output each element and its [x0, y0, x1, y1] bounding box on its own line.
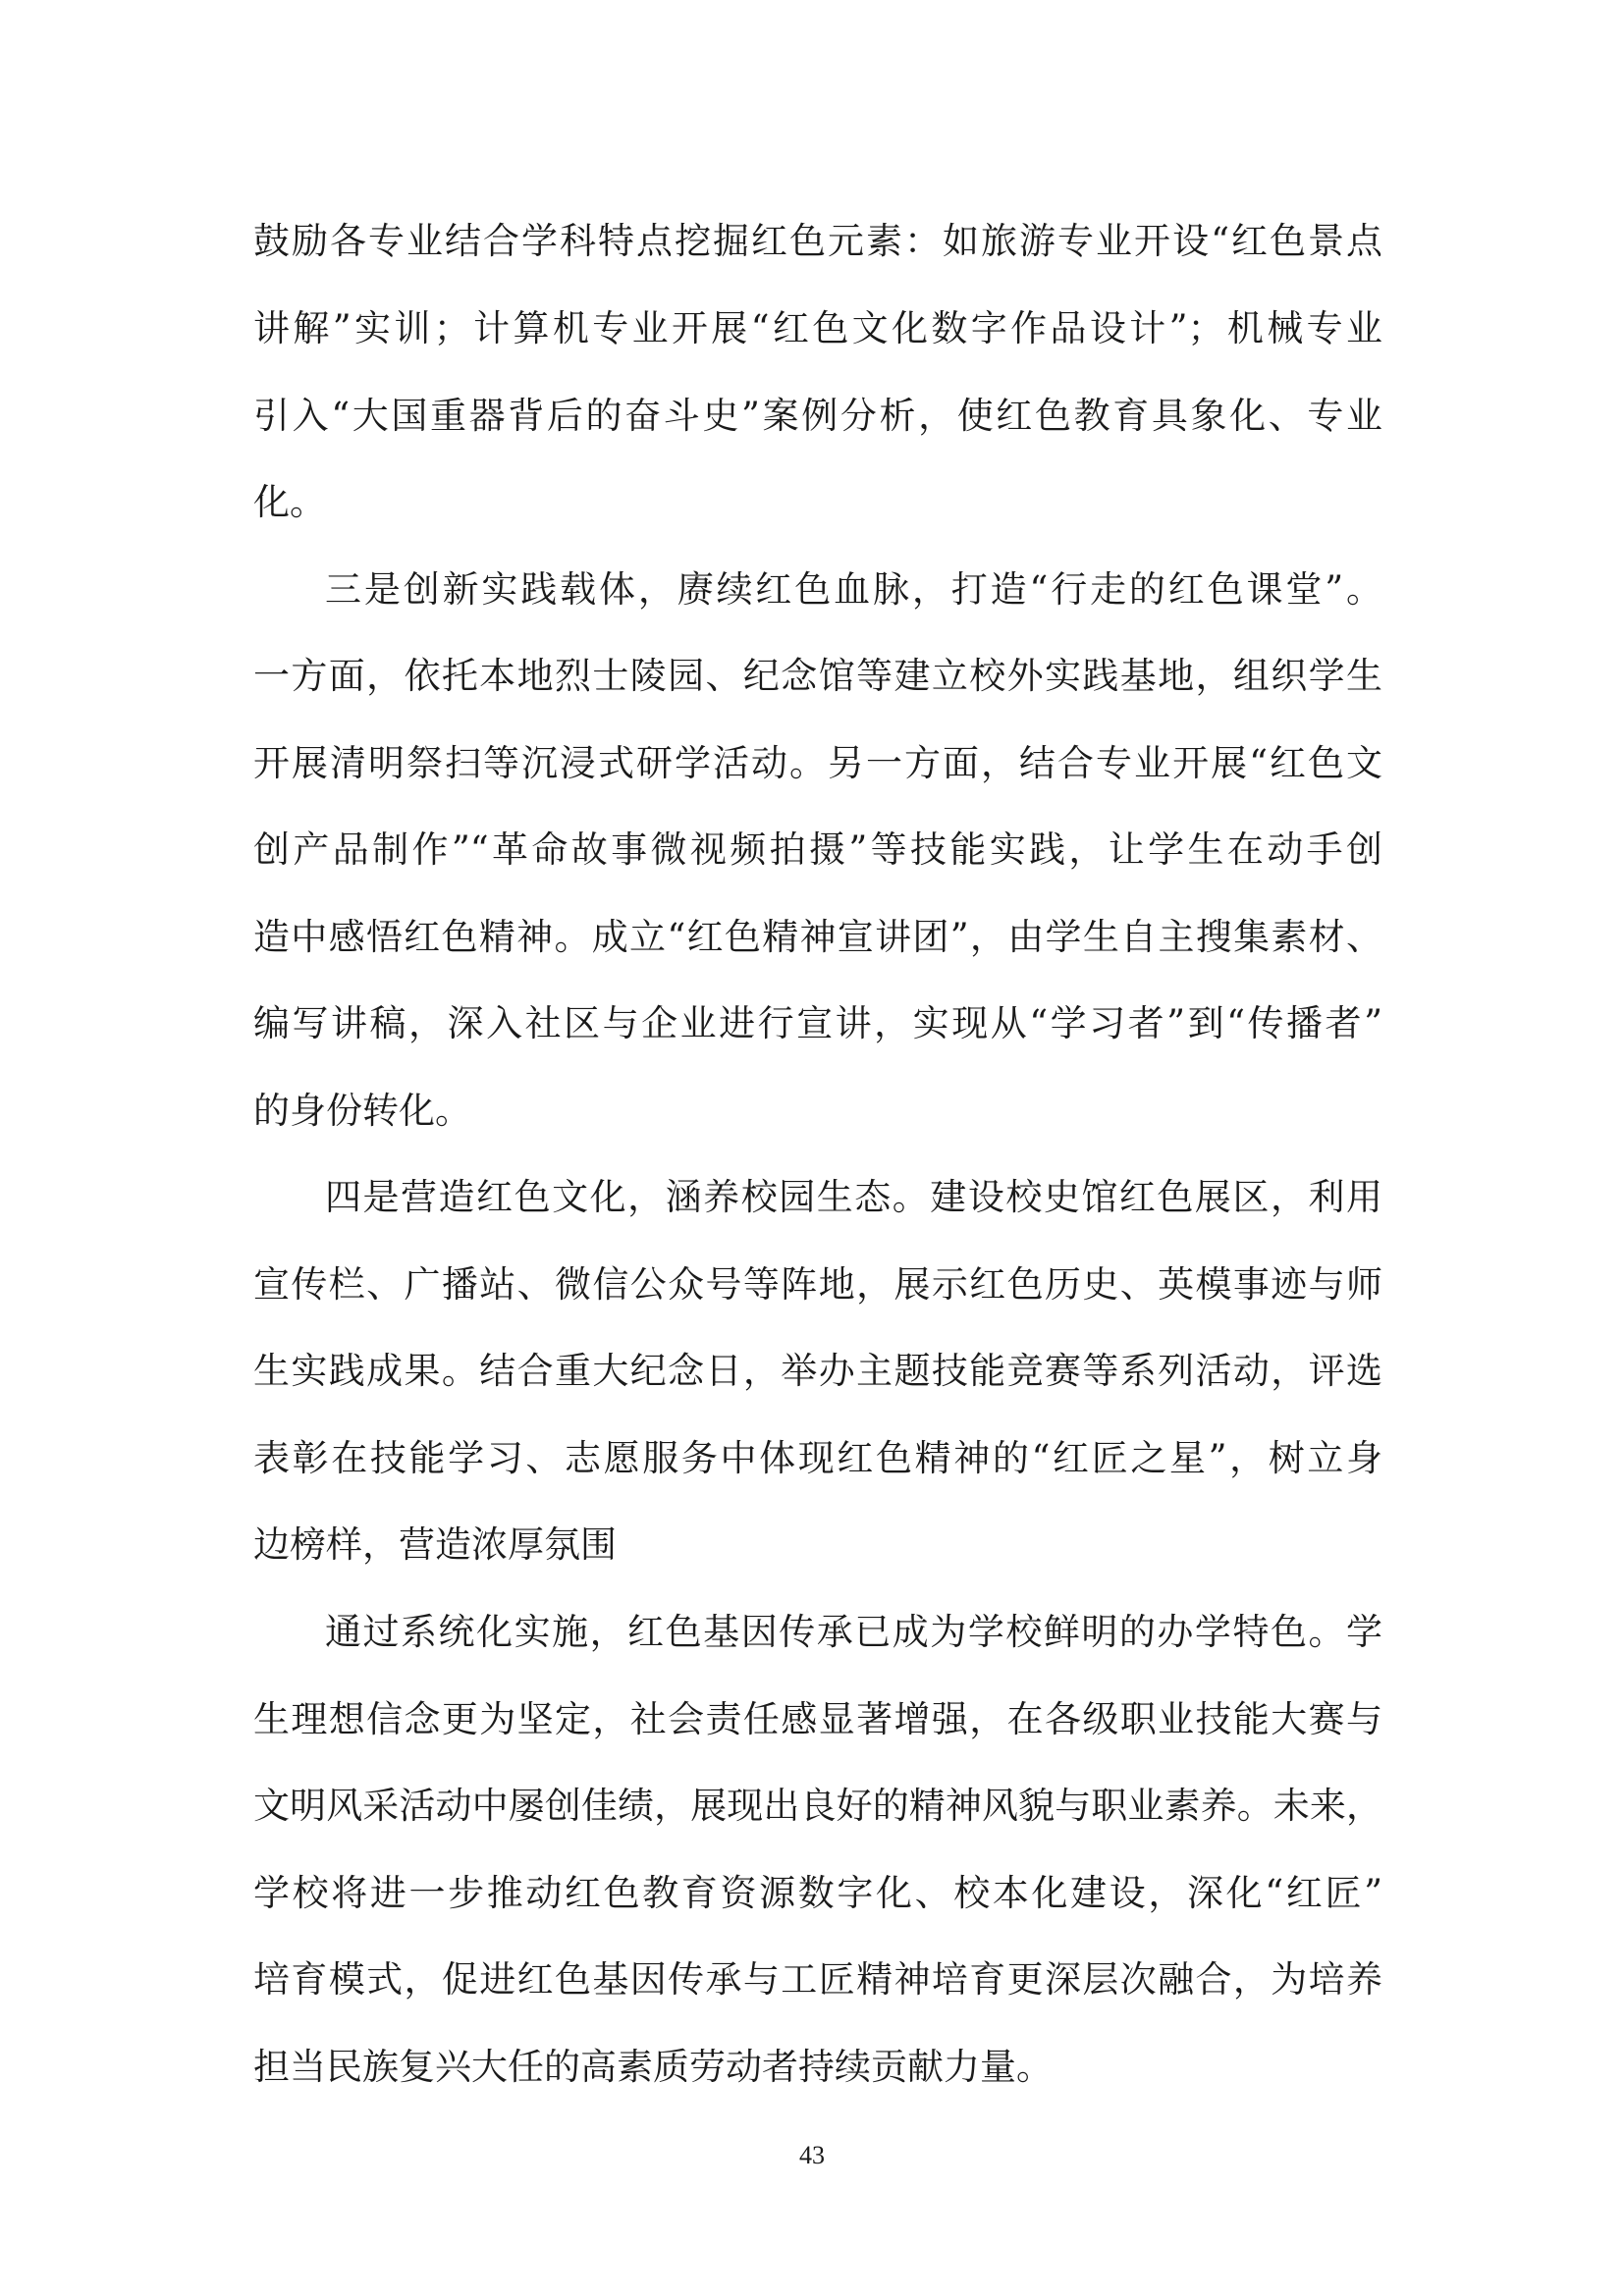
paragraph-4-line-1: 通过系统化实施，红色基因传承已成为学校鲜明的办学特色。学 [325, 1611, 1382, 1653]
paragraph-1-line-2: 讲解”实训；计算机专业开展“红色文化数字作品设计”；机械专业 [253, 307, 1382, 349]
page-number: 43 [799, 2141, 825, 2169]
paragraph-3-line-3: 生实践成果。结合重大纪念日，举办主题技能竞赛等系列活动，评选 [253, 1350, 1382, 1392]
paragraph-4-line-4: 学校将进一步推动红色教育资源数字化、校本化建设，深化“红匠” [253, 1872, 1382, 1914]
paragraph-4-line-5: 培育模式，促进红色基因传承与工匠精神培育更深层次融合，为培养 [253, 1958, 1382, 2001]
paragraph-2-line-7: 的身份转化。 [253, 1090, 471, 1132]
paragraph-3-line-5: 边榜样，营造浓厚氛围 [253, 1523, 617, 1566]
paragraph-2-line-5: 造中感悟红色精神。成立“红色精神宣讲团”，由学生自主搜集素材、 [253, 916, 1382, 958]
paragraph-3-line-4: 表彰在技能学习、志愿服务中体现红色精神的“红匠之星”，树立身 [253, 1437, 1382, 1479]
paragraph-2-line-4: 创产品制作”“革命故事微视频拍摄”等技能实践，让学生在动手创 [253, 828, 1382, 871]
paragraph-4-line-2: 生理想信念更为坚定，社会责任感显著增强，在各级职业技能大赛与 [253, 1698, 1382, 1740]
paragraph-2-line-2: 一方面，依托本地烈士陵园、纪念馆等建立校外实践基地，组织学生 [253, 655, 1382, 697]
paragraph-1-line-1: 鼓励各专业结合学科特点挖掘红色元素：如旅游专业开设“红色景点 [253, 220, 1382, 262]
paragraph-4-line-6: 担当民族复兴大任的高素质劳动者持续贡献力量。 [253, 2046, 1053, 2088]
paragraph-1-line-3: 引入“大国重器背后的奋斗史”案例分析，使红色教育具象化、专业 [253, 395, 1382, 437]
paragraph-1-line-4: 化。 [253, 481, 326, 523]
paragraph-3-line-1: 四是营造红色文化，涵养校园生态。建设校史馆红色展区，利用 [325, 1176, 1382, 1218]
paragraph-2-line-6: 编写讲稿，深入社区与企业进行宣讲，实现从“学习者”到“传播者” [253, 1002, 1382, 1044]
paragraph-3-line-2: 宣传栏、广播站、微信公众号等阵地，展示红色历史、英模事迹与师 [253, 1263, 1382, 1306]
paragraph-4-line-3: 文明风采活动中屡创佳绩，展现出良好的精神风貌与职业素养。未来， [253, 1785, 1382, 1827]
paragraph-2-line-3: 开展清明祭扫等沉浸式研学活动。另一方面，结合专业开展“红色文 [253, 742, 1382, 784]
paragraph-2-line-1: 三是创新实践载体，赓续红色血脉，打造“行走的红色课堂”。 [325, 568, 1382, 611]
